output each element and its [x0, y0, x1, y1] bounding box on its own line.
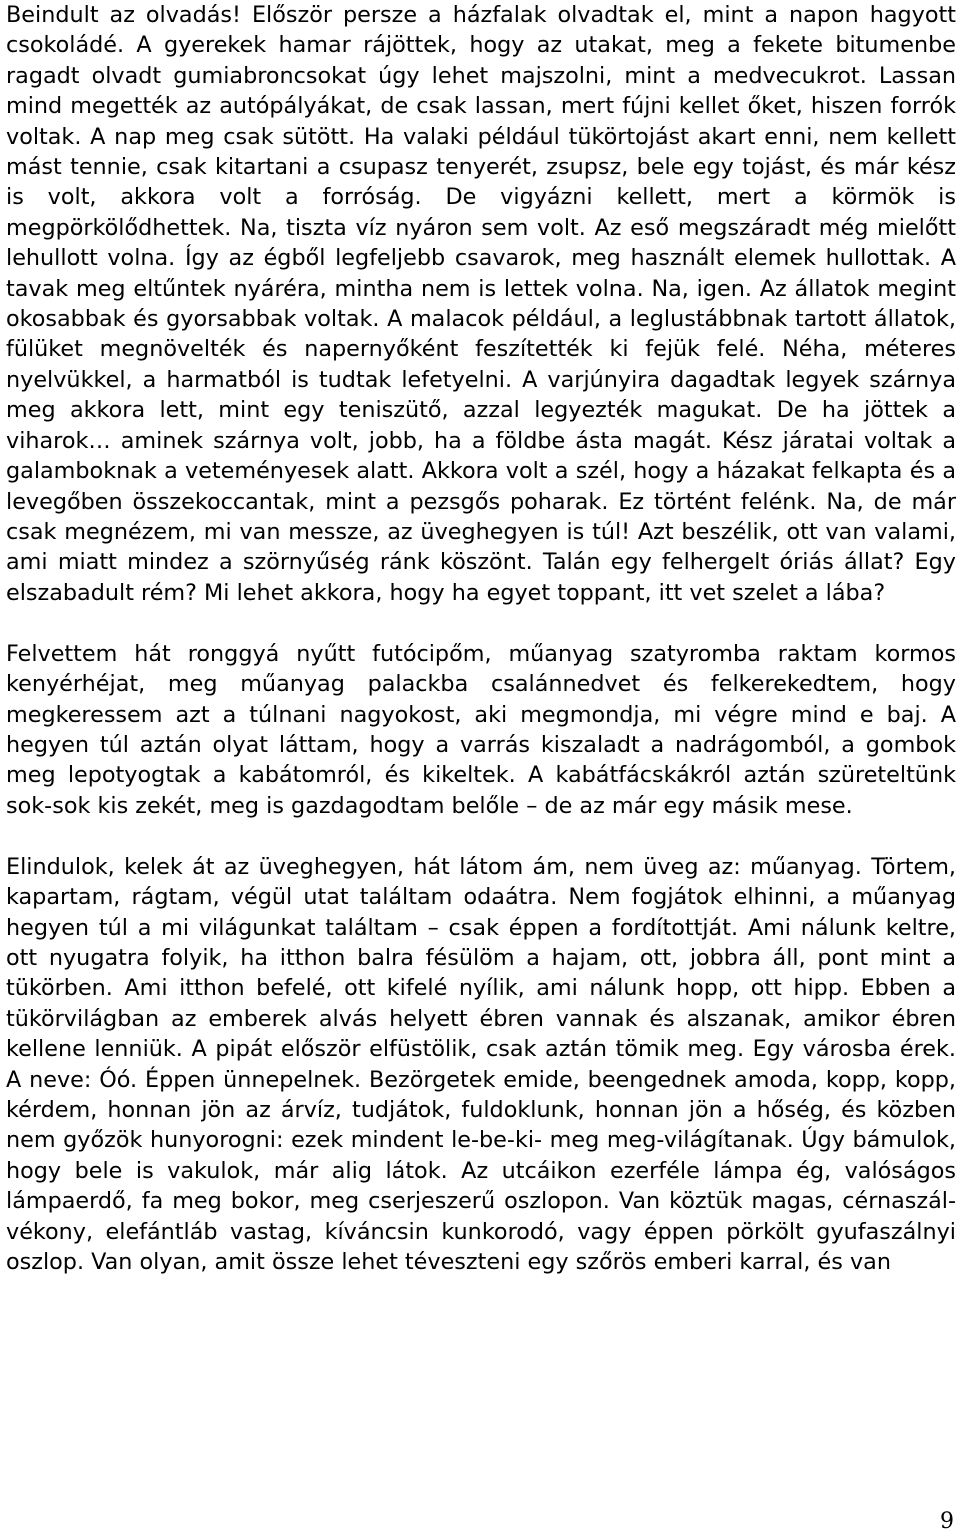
- paragraph-3: Elindulok, kelek át az üveghegyen, hát látom ám, nem üveg az: műanyag. Törtem, kapartam, rágtam, végül utat találtam odaátra. Nem fogjátok elhinni, a műanyag hegyen túl a mi világunkat találtam – csak éppen a fordítottját. Ami nálunk keltre, ott nyugatra folyik, ha itthon balra fésülöm a hajam, ott, jobbra áll, pont mint a tükörben. Ami itthon befelé, ott kifelé nyílik, ami nálunk hopp, ott hipp. Ebben a tükörvilágban az emberek alvás helyett ébren vannak és alszanak, amikor ébren kellene lenniük. A pipát először elfüstölik, csak aztán tömik meg. Egy városba érek. A neve: Óó. Éppen ünnepelnek. Bezörgetek emide, beengednek amoda, kopp, kopp, kérdem, honnan jön az árvíz, tudjátok, fuldoklunk, honnan jön a hőség, és közben nem győzök hunyorogni: ezek mindent le-be-ki- meg meg-világítanak. Úgy bámulok, hogy bele is vakulok, már alig látok. Az utcáikon ezerféle lámpa ég, valóságos lámpaerdő, fa meg bokor, meg cserjeszerű oszlopon. Van köztük magas, cérnaszál-vékony, elefántláb vastag, kíváncsin kunkorodó, vagy éppen pörkölt gyufaszálnyi oszlop. Van olyan, amit össze lehet téveszteni egy szőrös emberi karral, és van: [6, 853, 956, 1276]
- text-column: [6, 0, 956, 1277]
- paragraph-spacer: [6, 608, 956, 639]
- paragraph-spacer: [6, 821, 956, 852]
- paragraph-1: Beindult az olvadás! Először persze a házfalak olvadtak el, mint a napon hagyott csokoládé. A gyerekek hamar rájöttek, hogy az utakat, meg a fekete bitumenbe ragadt olvadt gumiabroncsokat úgy lehet majszolni, mint a medvecukrot. Lassan mind megették az autópályákat, de csak lassan, mert fújni kellet őket, hiszen forrók voltak. A nap meg csak sütött. Ha valaki például tükörtojást akart enni, nem kellett mást tennie, csak kitartani a csupasz tenyerét, zsupsz, bele egy tojást, és már kész is volt, akkora volt a forróság. De vigyázni kellett, mert a körmök is megpörkölődhettek. Na, tiszta víz nyáron sem volt. Az eső megszáradt még mielőtt lehullott volna. Így az égből legfeljebb csavarok, meg használt elemek hullottak. A tavak meg eltűntek nyáréra, mintha nem is lettek volna. Na, igen. Az állatok megint okosabbak és gyorsabbak voltak. A malacok például, a leglustábbnak tartott állatok, fülüket megnövelték és napernyőként feszítették ki fejük felé. Néha, méteres nyelvükkel, a harmatból is tudtak lefetyelni. A varjúnyira dagadtak legyek szárnya meg akkora lett, mint egy teniszütő, azzal legyezték magukat. De ha jöttek a viharok… aminek szárnya volt, jobb, ha a földbe ásta magát. Kész járatai voltak a galamboknak a veteményesek alatt. Akkora volt a szél, hogy a házakat felkapta és a levegőben összekoccantak, mint a pezsgős poharak. Ez történt felénk. Na, de már csak megnézem, mi van messze, az üveghegyen is túl! Azt beszélik, ott van valami, ami miatt mindez a szörnyűség ránk köszönt. Talán egy felhergelt óriás állat? Egy elszabadult rém? Mi lehet akkora, hogy ha egyet toppant, itt vet szelet a lába?: [6, 2, 956, 606]
- paragraph-2: Felvettem hát ronggyá nyűtt futócipőm, műanyag szatyromba raktam kormos kenyérhéjat, meg műanyag palackba csalánnedvet és felkerekedtem, hogy megkeressem azt a túlnani nagyokost, aki megmondja, mi végre mind e baj. A hegyen túl aztán olyat láttam, hogy a varrás kiszaladt a nadrágomból, a gombok meg lepotyogtak a kabátomról, és kikeltek. A kabátfácskákról aztán szüreteltünk sok-sok kis zekét, meg is gazdagodtam belőle – de az már egy másik mese.: [6, 640, 956, 819]
- page-number: 9: [940, 1509, 954, 1534]
